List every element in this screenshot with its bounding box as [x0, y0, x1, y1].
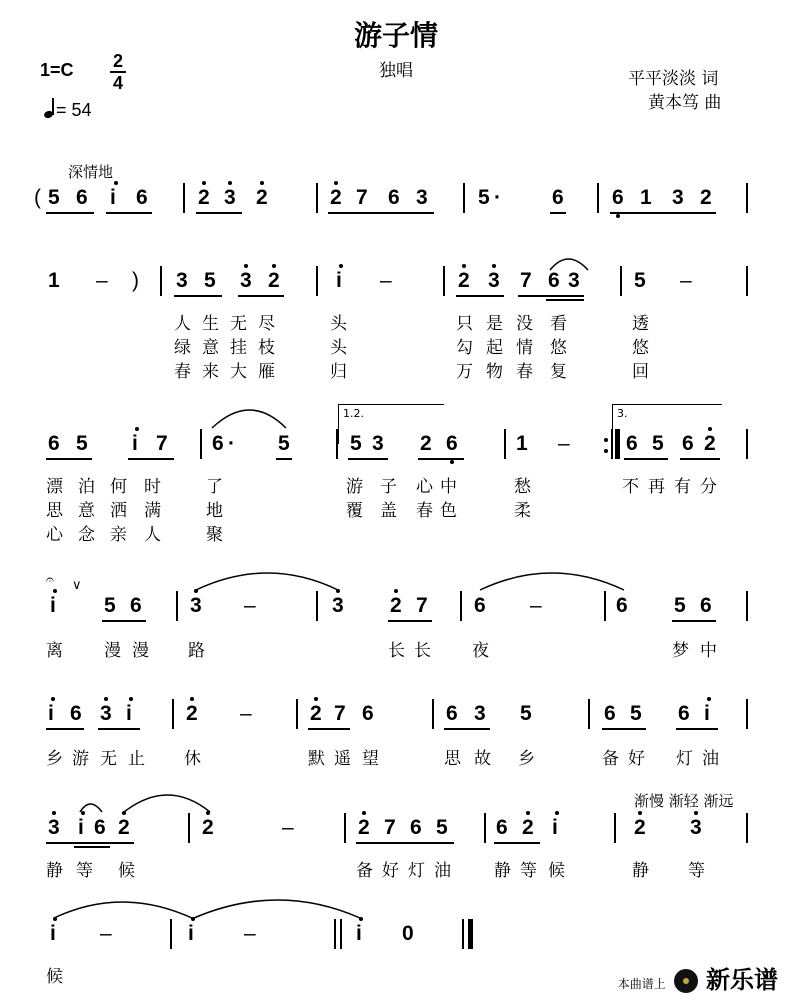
dash: –: [680, 269, 692, 292]
lyric: 无: [230, 314, 247, 334]
dash: –: [282, 816, 294, 839]
note: 6: [548, 269, 560, 292]
lyric: 灯: [408, 861, 425, 881]
lyric: 候: [548, 861, 565, 881]
lyric: 悠: [550, 338, 567, 358]
lyric: 色: [440, 501, 457, 521]
note: 1: [516, 432, 528, 455]
lyric: 思: [444, 749, 461, 769]
lyric: 亲: [110, 525, 127, 545]
lyric: 万: [456, 362, 473, 382]
lyric: 聚: [206, 525, 223, 545]
note: 6: [70, 702, 82, 725]
note: 6: [362, 702, 374, 725]
lyric: 灯: [676, 749, 693, 769]
lyric: 起: [486, 338, 503, 358]
dash: –: [244, 922, 256, 945]
note: i: [78, 816, 84, 839]
note: 2: [330, 186, 342, 209]
note: 2: [704, 432, 716, 455]
lyric: 绿: [174, 338, 191, 358]
lyric: 游: [72, 749, 89, 769]
lyric: 油: [434, 861, 451, 881]
note: 5: [104, 594, 116, 617]
dash: –: [244, 594, 256, 617]
lyric: 油: [702, 749, 719, 769]
note: 2: [118, 816, 130, 839]
note: 5: [652, 432, 664, 455]
dash: –: [240, 702, 252, 725]
lyric: 盖: [380, 501, 397, 521]
note: 6: [388, 186, 400, 209]
lyric: 头: [330, 338, 347, 358]
note: 6: [616, 594, 628, 617]
lyric: 满: [144, 501, 161, 521]
note: 6: [700, 594, 712, 617]
note: 5: [76, 432, 88, 455]
lyric: 漂: [46, 477, 63, 497]
lyric: 没: [516, 314, 533, 334]
song-subtitle: 独唱: [379, 61, 413, 81]
note: 5: [350, 432, 362, 455]
lyric: 念: [78, 525, 95, 545]
lyric: 归: [330, 362, 347, 382]
lyric: 是: [486, 314, 503, 334]
lyric: 看: [550, 314, 567, 334]
note: 2: [390, 594, 402, 617]
breath-mark-icon: ∨: [72, 578, 82, 593]
slur: [550, 259, 588, 270]
lyric: 复: [550, 362, 567, 382]
lyric: 头: [330, 314, 347, 334]
lyric: 洒: [110, 501, 127, 521]
lyric: 乡: [46, 749, 63, 769]
note: 6: [682, 432, 694, 455]
tie: [54, 902, 192, 918]
note: 6: [136, 186, 148, 209]
note: 3: [568, 269, 580, 292]
lyric: 愁: [514, 477, 531, 497]
note: 2: [358, 816, 370, 839]
note: 7: [520, 269, 532, 292]
lyric: 春: [516, 362, 533, 382]
note: i: [132, 432, 138, 455]
lyric: 遥: [334, 749, 351, 769]
lyric: 大: [230, 362, 247, 382]
note: 2: [634, 816, 646, 839]
note: 5: [630, 702, 642, 725]
lyric: 枝: [258, 338, 275, 358]
fermata-icon: 𝄐: [46, 572, 54, 588]
lyric: 好: [628, 749, 645, 769]
lyric: 春: [416, 501, 433, 521]
lyric: 夜: [472, 641, 489, 661]
note: 2: [256, 186, 268, 209]
note: 5: [278, 432, 290, 455]
expression-intro: 深情地: [68, 163, 114, 181]
note: 3: [100, 702, 112, 725]
lyric: 漫: [104, 641, 121, 661]
note: 5: [674, 594, 686, 617]
tie: [480, 573, 624, 590]
note: 6: [446, 432, 458, 455]
dash: –: [530, 594, 542, 617]
lyric: 心: [416, 477, 433, 497]
note: 6: [552, 186, 564, 209]
lyric: 子: [380, 477, 397, 497]
lyric: 心: [46, 525, 63, 545]
lyric: 离: [46, 641, 63, 661]
note: 3: [48, 816, 60, 839]
footer-logo: [618, 960, 778, 995]
lyric: 了: [206, 477, 223, 497]
lyric: 何: [110, 477, 127, 497]
lyric: 意: [78, 501, 95, 521]
lyric: 回: [632, 362, 649, 382]
lyric: 等: [520, 861, 537, 881]
note: 2: [420, 432, 432, 455]
footer-brand: 新乐谱: [706, 966, 778, 994]
footer-notice: 本曲谱上: [617, 977, 666, 991]
lyric: 中: [700, 641, 717, 661]
lyric: 休: [184, 749, 201, 769]
note: i: [50, 922, 56, 945]
note: 6: [130, 594, 142, 617]
note: 1: [48, 269, 60, 292]
lyric: 等: [76, 861, 93, 881]
note: 5: [478, 186, 490, 209]
slur: [80, 804, 102, 812]
lyric: 备: [602, 749, 619, 769]
lyric: 思: [46, 501, 63, 521]
dash: –: [100, 922, 112, 945]
note: 7: [416, 594, 428, 617]
lyric: 静: [632, 861, 649, 881]
note: 6: [474, 594, 486, 617]
lyric: 尽: [258, 314, 275, 334]
note: 2: [198, 186, 210, 209]
lyric: 时: [144, 477, 161, 497]
note: 7: [356, 186, 368, 209]
volta-2-label: 3.: [617, 407, 628, 420]
lyric: 止: [128, 749, 145, 769]
note: i: [704, 702, 710, 725]
lyric: 柔: [514, 501, 531, 521]
lyric: 不: [622, 477, 639, 497]
lyric: 梦: [672, 641, 689, 661]
lyric: 候: [118, 861, 135, 881]
lyric: 悠: [632, 338, 649, 358]
lyric: 地: [206, 501, 223, 521]
lyric: 分: [700, 477, 717, 497]
lyric: 雁: [258, 362, 275, 382]
note: 7: [156, 432, 168, 455]
note: 2: [458, 269, 470, 292]
note: 5: [204, 269, 216, 292]
note: 3: [690, 816, 702, 839]
lyric: 静: [46, 861, 63, 881]
lyric: 等: [688, 861, 705, 881]
lyric: 好: [382, 861, 399, 881]
record-disc-icon: [674, 969, 698, 993]
lyric: 无: [100, 749, 117, 769]
lyric: 游: [346, 477, 363, 497]
note: 6: [678, 702, 690, 725]
note: 6: [446, 702, 458, 725]
lyric: 再: [648, 477, 665, 497]
tie: [196, 573, 338, 590]
lyric: 透: [632, 314, 649, 334]
note: i: [50, 594, 56, 617]
tie: [124, 795, 210, 812]
note: 6: [626, 432, 638, 455]
note: 7: [334, 702, 346, 725]
key-signature: 1=C: [40, 60, 74, 80]
lyric: 物: [486, 362, 503, 382]
lyric: 人: [144, 525, 161, 545]
note: 7: [384, 816, 396, 839]
note: 3: [488, 269, 500, 292]
note: 3: [672, 186, 684, 209]
lyric: 勾: [456, 338, 473, 358]
lyric: 长: [414, 641, 431, 661]
note: 3: [372, 432, 384, 455]
lyric: 只: [456, 314, 473, 334]
note: 3: [240, 269, 252, 292]
note: i: [188, 922, 194, 945]
close-paren: ): [132, 269, 139, 292]
lyric: 路: [188, 641, 205, 661]
note: i: [552, 816, 558, 839]
note: i: [356, 922, 362, 945]
note: 5: [520, 702, 532, 725]
lyric: 默: [308, 749, 325, 769]
note: 3: [224, 186, 236, 209]
dash: –: [380, 269, 392, 292]
note: 5: [48, 186, 60, 209]
note: 6: [612, 186, 624, 209]
note: i: [110, 186, 116, 209]
note: 1: [640, 186, 652, 209]
tie: [194, 900, 360, 918]
note: i: [48, 702, 54, 725]
dotted-mark: ·: [228, 432, 235, 455]
lyric: 静: [494, 861, 511, 881]
slur: [212, 410, 286, 428]
lyric: 备: [356, 861, 373, 881]
note: 2: [700, 186, 712, 209]
time-signature-bottom: 4: [112, 73, 123, 93]
lyric: 故: [474, 749, 491, 769]
note: 3: [474, 702, 486, 725]
lyric: 望: [362, 749, 379, 769]
lyric: 候: [46, 967, 63, 987]
lyric: 乡: [518, 749, 535, 769]
rest: 0: [402, 922, 414, 945]
dash: –: [558, 432, 570, 455]
lyric: 春: [174, 362, 191, 382]
lyric: 情: [516, 338, 533, 358]
open-paren: (: [34, 186, 41, 209]
lyric: 挂: [230, 338, 247, 358]
lyric: 中: [440, 477, 457, 497]
lyric: 意: [202, 338, 219, 358]
note: 6: [212, 432, 224, 455]
note: 2: [522, 816, 534, 839]
note: 2: [310, 702, 322, 725]
lyric: 漫: [132, 641, 149, 661]
expression-ending: 渐慢 渐轻 渐远: [634, 792, 734, 810]
time-signature-top: 2: [112, 51, 123, 71]
note: 2: [268, 269, 280, 292]
lyric: 人: [174, 314, 191, 334]
note: 3: [190, 594, 202, 617]
lyricist-credit: 平平淡淡 词: [628, 69, 719, 89]
composer-credit: 黄本笃 曲: [648, 93, 722, 113]
note: 3: [332, 594, 344, 617]
note: 5: [436, 816, 448, 839]
lyric: 生: [202, 314, 219, 334]
note: 6: [48, 432, 60, 455]
note: i: [126, 702, 132, 725]
note: 5: [634, 269, 646, 292]
lyric: 有: [674, 477, 691, 497]
note: 2: [202, 816, 214, 839]
lyric: 长: [388, 641, 405, 661]
tempo-value: = 54: [56, 100, 92, 120]
note: 3: [176, 269, 188, 292]
note: 3: [416, 186, 428, 209]
note: 6: [604, 702, 616, 725]
note: 6: [496, 816, 508, 839]
note: 6: [94, 816, 106, 839]
note: i: [336, 269, 342, 292]
volta-1-label: 1.2.: [343, 407, 364, 420]
lyric: 泊: [78, 477, 95, 497]
lyric: 覆: [346, 501, 363, 521]
dotted-mark: ·: [494, 186, 501, 209]
dash: –: [96, 269, 108, 292]
song-title: 游子情: [353, 19, 438, 52]
note: 6: [410, 816, 422, 839]
note: 6: [76, 186, 88, 209]
lyric: 来: [202, 362, 219, 382]
note: 2: [186, 702, 198, 725]
